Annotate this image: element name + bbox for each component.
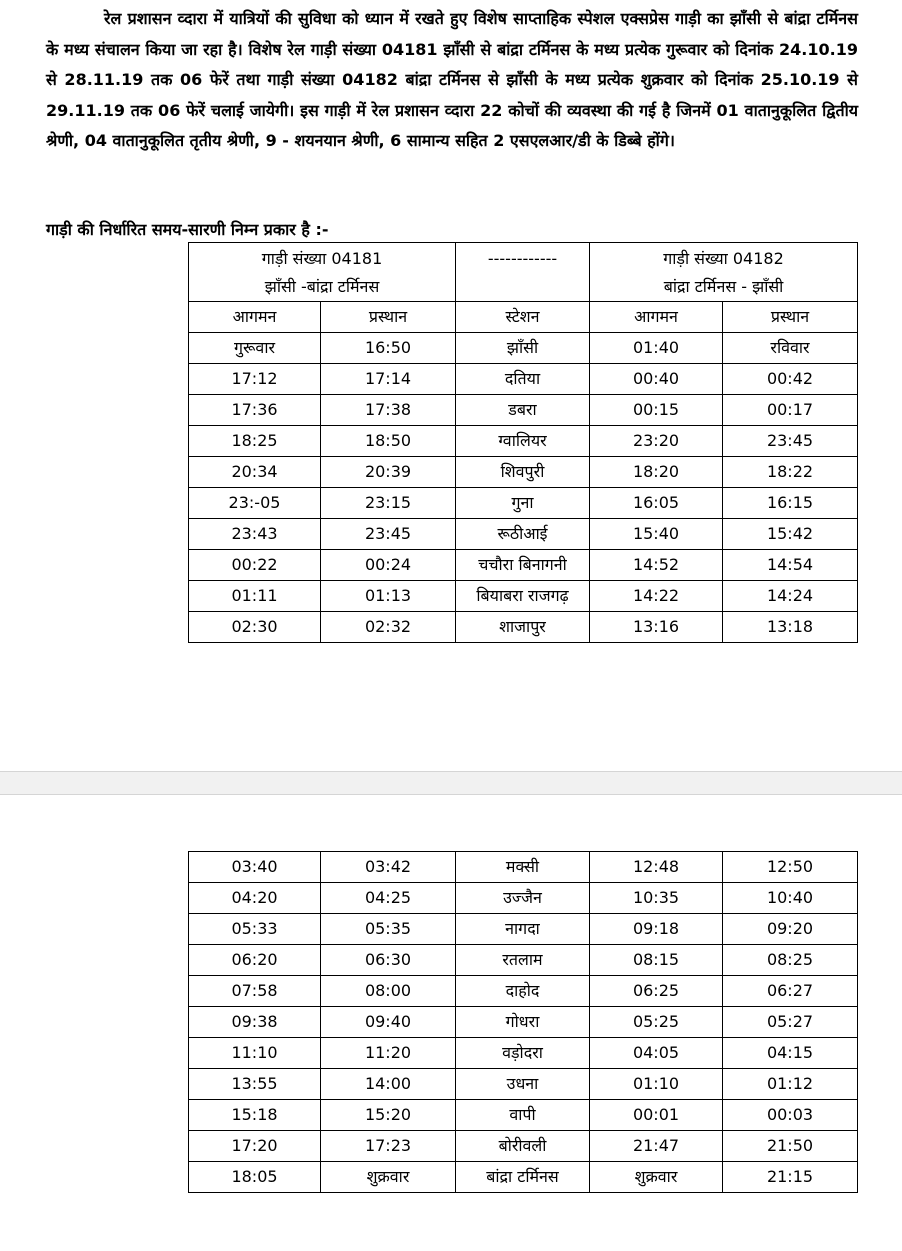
cell-arrival-04182: 12:48 bbox=[590, 852, 723, 883]
table-row bbox=[189, 945, 858, 976]
cell-arrival-04181: 15:18 bbox=[189, 1100, 321, 1131]
cell-arrival-04181: 17:20 bbox=[189, 1131, 321, 1162]
cell-arrival-04182: 23:20 bbox=[590, 426, 723, 457]
cell-departure-04181: 01:13 bbox=[321, 581, 456, 612]
cell-departure-04181: 08:00 bbox=[321, 976, 456, 1007]
cell-station: गोधरा bbox=[456, 1007, 590, 1038]
timetable-page-1-body bbox=[189, 243, 858, 643]
cell-arrival-04181: 17:36 bbox=[189, 395, 321, 426]
cell-station: झाँसी bbox=[456, 333, 590, 364]
cell-departure-04181: 15:20 bbox=[321, 1100, 456, 1131]
cell-departure-04181: 20:39 bbox=[321, 457, 456, 488]
cell-station: वड़ोदरा bbox=[456, 1038, 590, 1069]
cell-station: बांद्रा टर्मिनस bbox=[456, 1162, 590, 1193]
cell-departure-04182: 12:50 bbox=[723, 852, 858, 883]
cell-station: उज्जैन bbox=[456, 883, 590, 914]
table-row bbox=[189, 852, 858, 883]
cell-departure-04181: 11:20 bbox=[321, 1038, 456, 1069]
cell-arrival-04181: 11:10 bbox=[189, 1038, 321, 1069]
cell-station: बोरीवली bbox=[456, 1131, 590, 1162]
cell-arrival-04181: 02:30 bbox=[189, 612, 321, 643]
cell-arrival-04182: 14:52 bbox=[590, 550, 723, 581]
cell-arrival-04181: 20:34 bbox=[189, 457, 321, 488]
table-row bbox=[189, 395, 858, 426]
cell-departure-04181: 23:45 bbox=[321, 519, 456, 550]
cell-station: डबरा bbox=[456, 395, 590, 426]
train-04182-number: गाड़ी संख्या 04182 bbox=[663, 249, 784, 268]
cell-arrival-04182: 15:40 bbox=[590, 519, 723, 550]
cell-station: ग्वालियर bbox=[456, 426, 590, 457]
cell-arrival-04181: गुरूवार bbox=[189, 333, 321, 364]
cell-arrival-04181: 18:05 bbox=[189, 1162, 321, 1193]
col-header-arrival-04181: आगमन bbox=[189, 302, 321, 333]
page-break-divider bbox=[0, 771, 902, 795]
cell-departure-04181: शुक्रवार bbox=[321, 1162, 456, 1193]
cell-arrival-04182: 21:47 bbox=[590, 1131, 723, 1162]
cell-station: चचौरा बिनागनी bbox=[456, 550, 590, 581]
cell-arrival-04182: 06:25 bbox=[590, 976, 723, 1007]
column-header-row bbox=[189, 302, 858, 333]
middle-header-dashes: ------------ bbox=[456, 243, 590, 302]
cell-arrival-04182: 08:15 bbox=[590, 945, 723, 976]
cell-station: शिवपुरी bbox=[456, 457, 590, 488]
table-row bbox=[189, 488, 858, 519]
cell-arrival-04181: 09:38 bbox=[189, 1007, 321, 1038]
cell-arrival-04182: 10:35 bbox=[590, 883, 723, 914]
timetable-page-2 bbox=[188, 851, 858, 1193]
cell-departure-04182: रविवार bbox=[723, 333, 858, 364]
cell-arrival-04182: 14:22 bbox=[590, 581, 723, 612]
cell-arrival-04181: 06:20 bbox=[189, 945, 321, 976]
cell-departure-04181: 17:14 bbox=[321, 364, 456, 395]
cell-departure-04181: 17:38 bbox=[321, 395, 456, 426]
cell-station: गुना bbox=[456, 488, 590, 519]
train-04181-route: झाँसी -बांद्रा टर्मिनस bbox=[264, 277, 380, 296]
cell-arrival-04182: 00:01 bbox=[590, 1100, 723, 1131]
cell-arrival-04182: शुक्रवार bbox=[590, 1162, 723, 1193]
cell-departure-04182: 04:15 bbox=[723, 1038, 858, 1069]
cell-departure-04181: 05:35 bbox=[321, 914, 456, 945]
cell-arrival-04181: 04:20 bbox=[189, 883, 321, 914]
train-04182-header bbox=[590, 243, 858, 302]
cell-arrival-04181: 18:25 bbox=[189, 426, 321, 457]
intro-paragraph-text: रेल प्रशासन व्दारा में यात्रियों की सुविधा को ध्यान में रखते हुए विशेष साप्ताहिक स्पेशल एक्सप्रेस गाड़ी का झाँसी से बांद्रा टर्मिनस के मध्य संचालन किया जा रहा है। विशेष रेल गाड़ी संख्या 04181 झाँसी से बांद्रा टर्मिनस के मध्य प्रत्येक गुरूवार को दिनांक 24.10.19 से 28.11.19 तक 06 फेरें तथा गाड़ी संख्या 04182 बांद्रा टर्मिनस से झाँसी के मध्य प्रत्येक शुक्रवार को दिनांक 25.10.19 से 29.11.19 तक 06 फेरें चलाई जायेगी। इस गाड़ी में रेल प्रशासन व्दारा 22 कोचों की व्यवस्था की गई है जिनमें 01 वातानुकूलित द्वितीय श्रेणी, 04 वातानुकूलित तृतीय श्रेणी, 9 - शयनयान श्रेणी, 6 सामान्य सहित 2 एसएलआर/डी के डिब्बे होंगे। bbox=[46, 9, 858, 151]
cell-departure-04181: 16:50 bbox=[321, 333, 456, 364]
cell-arrival-04182: 16:05 bbox=[590, 488, 723, 519]
table-row bbox=[189, 1131, 858, 1162]
cell-arrival-04182: 00:15 bbox=[590, 395, 723, 426]
cell-arrival-04182: 13:16 bbox=[590, 612, 723, 643]
cell-departure-04182: 01:12 bbox=[723, 1069, 858, 1100]
table-row bbox=[189, 457, 858, 488]
cell-station: वापी bbox=[456, 1100, 590, 1131]
cell-arrival-04181: 13:55 bbox=[189, 1069, 321, 1100]
timetable-page-2-body bbox=[189, 852, 858, 1193]
cell-station: दाहोद bbox=[456, 976, 590, 1007]
cell-arrival-04181: 17:12 bbox=[189, 364, 321, 395]
cell-station: उधना bbox=[456, 1069, 590, 1100]
col-header-departure-04182: प्रस्थान bbox=[723, 302, 858, 333]
cell-departure-04181: 23:15 bbox=[321, 488, 456, 519]
col-header-departure-04181: प्रस्थान bbox=[321, 302, 456, 333]
train-header-row bbox=[189, 243, 858, 302]
train-04181-header bbox=[189, 243, 456, 302]
cell-departure-04182: 00:42 bbox=[723, 364, 858, 395]
cell-departure-04182: 09:20 bbox=[723, 914, 858, 945]
cell-station: नागदा bbox=[456, 914, 590, 945]
cell-arrival-04181: 05:33 bbox=[189, 914, 321, 945]
cell-departure-04182: 14:54 bbox=[723, 550, 858, 581]
cell-departure-04182: 05:27 bbox=[723, 1007, 858, 1038]
cell-arrival-04182: 00:40 bbox=[590, 364, 723, 395]
train-04181-number: गाड़ी संख्या 04181 bbox=[261, 249, 383, 268]
cell-departure-04182: 10:40 bbox=[723, 883, 858, 914]
cell-departure-04181: 17:23 bbox=[321, 1131, 456, 1162]
cell-arrival-04182: 18:20 bbox=[590, 457, 723, 488]
col-header-station: स्टेशन bbox=[456, 302, 590, 333]
table-row bbox=[189, 1007, 858, 1038]
cell-station: मक्सी bbox=[456, 852, 590, 883]
cell-departure-04181: 06:30 bbox=[321, 945, 456, 976]
cell-departure-04182: 00:03 bbox=[723, 1100, 858, 1131]
table-row bbox=[189, 914, 858, 945]
timetable-page-1 bbox=[188, 242, 858, 643]
cell-arrival-04182: 09:18 bbox=[590, 914, 723, 945]
table-row bbox=[189, 333, 858, 364]
table-row bbox=[189, 976, 858, 1007]
cell-departure-04181: 04:25 bbox=[321, 883, 456, 914]
train-04182-route: बांद्रा टर्मिनस - झाँसी bbox=[663, 277, 784, 296]
table-row bbox=[189, 1100, 858, 1131]
table-row bbox=[189, 581, 858, 612]
cell-station: दतिया bbox=[456, 364, 590, 395]
cell-station: बियाबरा राजगढ़ bbox=[456, 581, 590, 612]
cell-station: शाजापुर bbox=[456, 612, 590, 643]
col-header-arrival-04182: आगमन bbox=[590, 302, 723, 333]
cell-departure-04182: 21:50 bbox=[723, 1131, 858, 1162]
cell-departure-04182: 08:25 bbox=[723, 945, 858, 976]
cell-departure-04182: 16:15 bbox=[723, 488, 858, 519]
cell-arrival-04182: 01:40 bbox=[590, 333, 723, 364]
cell-departure-04182: 18:22 bbox=[723, 457, 858, 488]
cell-arrival-04181: 01:11 bbox=[189, 581, 321, 612]
cell-departure-04181: 18:50 bbox=[321, 426, 456, 457]
cell-arrival-04181: 00:22 bbox=[189, 550, 321, 581]
cell-station: रूठीआई bbox=[456, 519, 590, 550]
table-row bbox=[189, 426, 858, 457]
table-row bbox=[189, 1162, 858, 1193]
cell-arrival-04181: 23:-05 bbox=[189, 488, 321, 519]
cell-departure-04182: 13:18 bbox=[723, 612, 858, 643]
cell-departure-04181: 00:24 bbox=[321, 550, 456, 581]
cell-departure-04181: 02:32 bbox=[321, 612, 456, 643]
table-row bbox=[189, 1069, 858, 1100]
table-row bbox=[189, 612, 858, 643]
cell-station: रतलाम bbox=[456, 945, 590, 976]
cell-departure-04181: 14:00 bbox=[321, 1069, 456, 1100]
cell-arrival-04181: 23:43 bbox=[189, 519, 321, 550]
cell-arrival-04181: 07:58 bbox=[189, 976, 321, 1007]
table-row bbox=[189, 364, 858, 395]
cell-arrival-04182: 01:10 bbox=[590, 1069, 723, 1100]
cell-departure-04182: 14:24 bbox=[723, 581, 858, 612]
cell-arrival-04182: 05:25 bbox=[590, 1007, 723, 1038]
cell-departure-04182: 23:45 bbox=[723, 426, 858, 457]
table-row bbox=[189, 550, 858, 581]
cell-departure-04182: 06:27 bbox=[723, 976, 858, 1007]
intro-paragraph bbox=[46, 4, 858, 157]
cell-departure-04182: 00:17 bbox=[723, 395, 858, 426]
cell-arrival-04182: 04:05 bbox=[590, 1038, 723, 1069]
cell-arrival-04181: 03:40 bbox=[189, 852, 321, 883]
table-row bbox=[189, 519, 858, 550]
cell-departure-04181: 03:42 bbox=[321, 852, 456, 883]
table-row bbox=[189, 1038, 858, 1069]
cell-departure-04181: 09:40 bbox=[321, 1007, 456, 1038]
cell-departure-04182: 15:42 bbox=[723, 519, 858, 550]
cell-departure-04182: 21:15 bbox=[723, 1162, 858, 1193]
table-row bbox=[189, 883, 858, 914]
schedule-heading: गाड़ी की निर्धारित समय-सारणी निम्न प्रकार है :- bbox=[46, 220, 329, 239]
